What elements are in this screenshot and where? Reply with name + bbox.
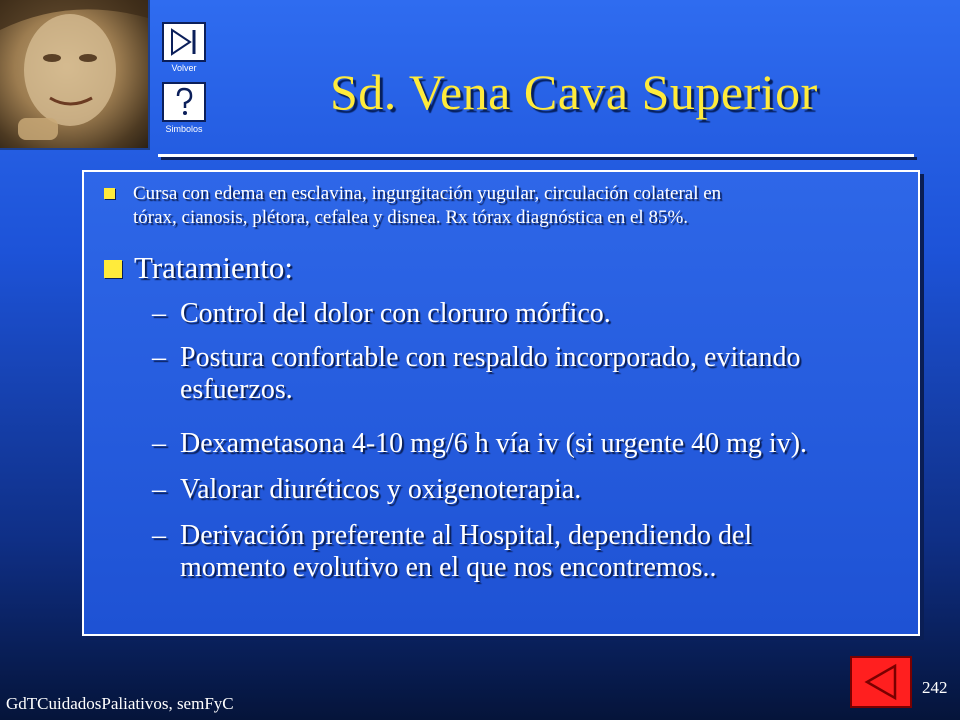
volver-label: Volver bbox=[171, 63, 197, 73]
title-divider bbox=[158, 154, 914, 157]
dash-marker: – bbox=[152, 428, 166, 459]
tratamiento-item-text bbox=[180, 474, 581, 506]
dash-marker: – bbox=[152, 298, 166, 329]
item-line: Derivación preferente al Hospital, dependiendo del bbox=[180, 520, 753, 551]
dash-marker: – bbox=[152, 342, 166, 373]
simbolos-button[interactable] bbox=[162, 82, 206, 122]
tratamiento-bullet bbox=[104, 250, 293, 286]
tratamiento-item-text bbox=[180, 298, 611, 330]
intro-bullet bbox=[104, 182, 904, 230]
question-mark-icon bbox=[169, 86, 199, 118]
intro-line-2: tórax, cianosis, plétora, cefalea y disnea. Rx tórax diagnóstica en el 85%. bbox=[133, 207, 689, 228]
tratamiento-item bbox=[152, 520, 912, 584]
tratamiento-item bbox=[152, 342, 912, 406]
dash-marker: – bbox=[152, 474, 166, 505]
back-button[interactable] bbox=[850, 656, 912, 708]
back-triangle-icon bbox=[857, 662, 905, 702]
portrait-face-drawing bbox=[0, 0, 148, 148]
forward-triangle-icon bbox=[167, 27, 201, 57]
tratamiento-item bbox=[152, 474, 912, 506]
item-line: Control del dolor con cloruro mórfico. bbox=[180, 298, 611, 329]
bullet-square-icon bbox=[104, 188, 115, 199]
tratamiento-heading: Tratamiento: bbox=[134, 250, 294, 285]
item-line: esfuerzos. bbox=[180, 374, 293, 405]
item-line: Dexametasona 4-10 mg/6 h vía iv (si urgente 40 mg iv). bbox=[180, 428, 808, 459]
page-number: 242 bbox=[922, 678, 948, 697]
item-line: momento evolutivo en el que nos encontremos.. bbox=[180, 552, 717, 583]
intro-bullet-text bbox=[133, 182, 721, 230]
bullet-square-icon bbox=[104, 260, 122, 278]
tratamiento-item bbox=[152, 428, 912, 460]
intro-line-1: Cursa con edema en esclavina, ingurgitación yugular, circulación colateral en bbox=[133, 183, 722, 204]
tratamiento-item-text bbox=[180, 428, 807, 460]
simbolos-label: Simbolos bbox=[165, 124, 203, 134]
volver-button[interactable] bbox=[162, 22, 206, 62]
tratamiento-item-text bbox=[180, 520, 752, 584]
dash-marker: – bbox=[152, 520, 166, 551]
tratamiento-item-text bbox=[180, 342, 800, 406]
item-line: Postura confortable con respaldo incorporado, evitando bbox=[180, 342, 801, 373]
tratamiento-item bbox=[152, 298, 912, 330]
portrait-image bbox=[0, 0, 150, 150]
footer-credit: GdTCuidadosPaliativos, semFyC bbox=[6, 694, 234, 713]
slide-title: Sd. Vena Cava Superior bbox=[330, 64, 818, 120]
item-line: Valorar diuréticos y oxigenoterapia. bbox=[180, 474, 582, 505]
